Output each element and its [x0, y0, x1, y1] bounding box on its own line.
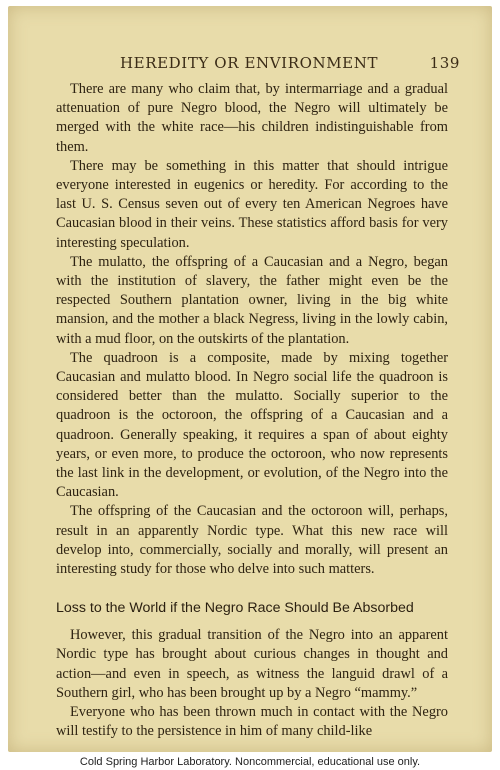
- paragraph-5: The offspring of the Caucasian and the octoroon will, perhaps, result in an apparently Nordic type. What this new race will develop into, commercially, socially and morally, will present an interesting study for those who delve into such matters.: [56, 503, 448, 578]
- paragraph-7: Everyone who has been thrown much in contact with the Negro will testify to the persistence in him of many child-like: [56, 704, 448, 740]
- section-heading: Loss to the World if the Negro Race Should Be Absorbed: [56, 600, 414, 617]
- running-title: HEREDITY OR ENVIRONMENT: [120, 54, 379, 72]
- paragraph-2: There may be something in this matter that should intrigue everyone interested in eugenics or heredity. For according to the last U. S. Census seven out of every ten American Negroes have Caucasian blood in their veins. These statistics afford basis for very interesting speculation.: [56, 157, 448, 251]
- archive-footer: Cold Spring Harbor Laboratory. Noncommercial, educational use only.: [79, 756, 421, 768]
- paragraph-3: The mulatto, the offspring of a Caucasian and a Negro, began with the institution of slavery, the father might even be the respected Southern plantation owner, living in the big white mansion, and the mother a black Negress, living in the lowly cabin, with a mud floor, on the outskirts of the plantation.: [56, 253, 448, 347]
- paragraph-1: There are many who claim that, by intermarriage and a gradual attenuation of pure Negro blood, the Negro will ultimately be merged with the white race—his children indistinguishable from them.: [56, 81, 448, 155]
- paragraph-4: The quadroon is a composite, made by mixing together Caucasian and mulatto blood. In Negro social life the quadroon is considered better than the mulatto. Socially superior to the quadroon is the octoroon, the offspring of a Caucasian and a quadroon. Generally speaking, it requires a span of about eighty years, or even more, to produce the octoroon, who now represents the last link in the development, or evolution, of the Negro into the Caucasian.: [56, 349, 448, 501]
- page-body: [56, 80, 448, 742]
- running-header: [60, 54, 460, 74]
- page-number: 139: [429, 54, 460, 72]
- paragraph-6: However, this gradual transition of the Negro into an apparent Nordic type has brought about curious changes in thought and action—and even in speech, as witness the languid drawl of a Southern girl, who has been brought up by a Negro “mammy.”: [56, 627, 448, 701]
